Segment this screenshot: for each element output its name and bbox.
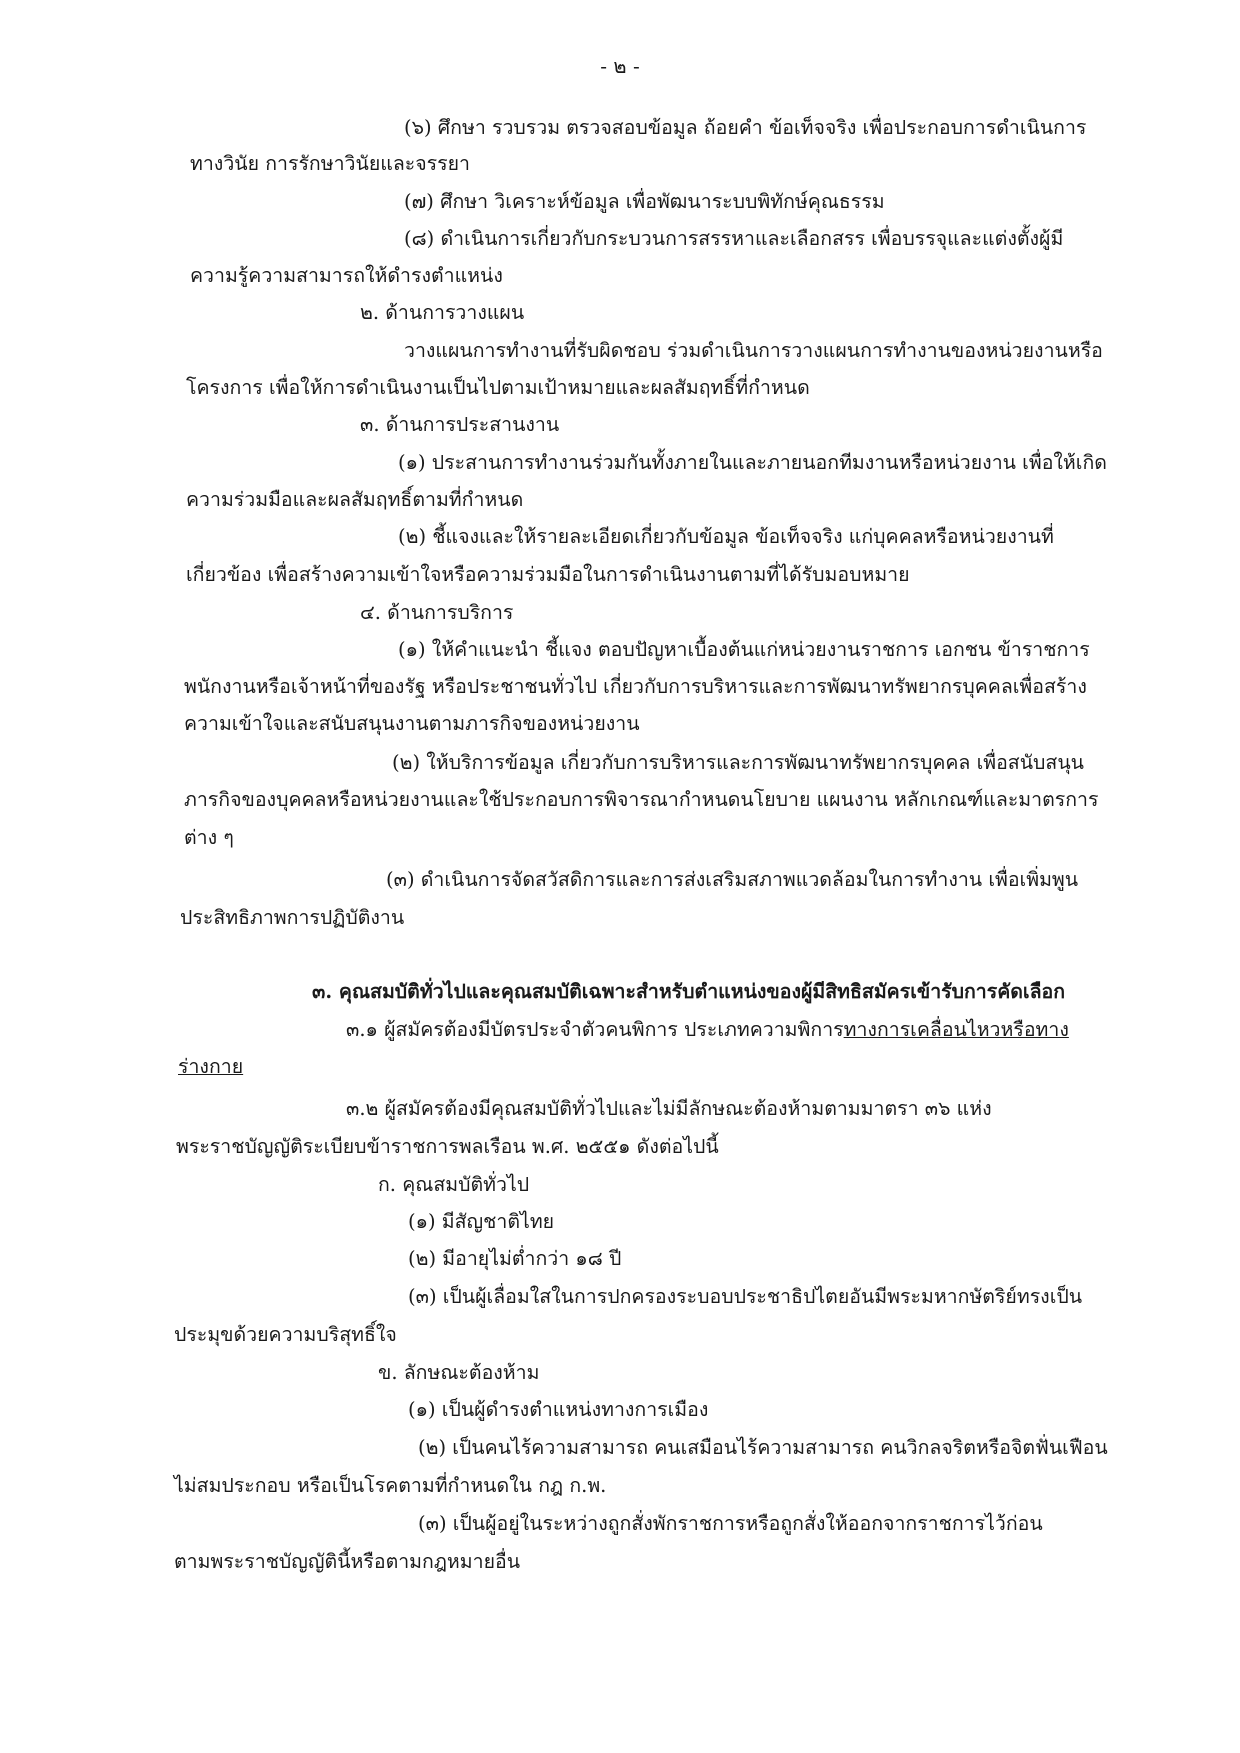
text-line-8-cont: ความรู้ความสามารถให้ดำรงตำแหน่ง bbox=[190, 264, 503, 287]
text-line-service-1: (๑) ให้คำแนะนำ ชี้แจง ตอบปัญหาเบื้องต้นแก่หน่วยงานราชการ เอกชน ข้าราชการ bbox=[398, 638, 1090, 661]
text-line-qual-3-cont: ประมุขด้วยความบริสุทธิ์ใจ bbox=[174, 1323, 397, 1346]
section-heading-coordination: ๓. ด้านการประสานงาน bbox=[360, 413, 560, 436]
text-line-service-2-cont2: ต่าง ๆ bbox=[184, 826, 234, 849]
text-line-coord-2: (๒) ชี้แจงและให้รายละเอียดเกี่ยวกับข้อมูล ข้อเท็จจริง แก่บุคคลหรือหน่วยงานที่ bbox=[398, 525, 1054, 548]
text-line-service-2: (๒) ให้บริการข้อมูล เกี่ยวกับการบริหารและการพัฒนาทรัพยากรบุคคล เพื่อสนับสนุน bbox=[392, 751, 1084, 774]
text-3-1-underlined: ทางการเคลื่อนไหวหรือทาง bbox=[843, 1018, 1069, 1041]
subheading-general-qualifications: ก. คุณสมบัติทั่วไป bbox=[378, 1173, 530, 1196]
text-line-qual-1: (๑) มีสัญชาติไทย bbox=[408, 1210, 555, 1233]
text-line-prohib-2-cont: ไม่สมประกอบ หรือเป็นโรคตามที่กำหนดใน กฎ ก.พ. bbox=[174, 1474, 607, 1497]
text-line-coord-1: (๑) ประสานการทำงานร่วมกันทั้งภายในและภายนอกทีมงานหรือหน่วยงาน เพื่อให้เกิด bbox=[398, 451, 1107, 474]
text-line-8-recruit: (๘) ดำเนินการเกี่ยวกับกระบวนการสรรหาและเลือกสรร เพื่อบรรจุและแต่งตั้งผู้มี bbox=[404, 227, 1064, 250]
text-line-7-analyze: (๗) ศึกษา วิเคราะห์ข้อมูล เพื่อพัฒนาระบบพิทักษ์คุณธรรม bbox=[404, 190, 885, 213]
section-heading-planning: ๒. ด้านการวางแผน bbox=[360, 301, 525, 324]
text-line-planning: วางแผนการทำงานที่รับผิดชอบ ร่วมดำเนินการวางแผนการทำงานของหน่วยงานหรือ bbox=[404, 339, 1103, 362]
section-heading-service: ๔. ด้านการบริการ bbox=[360, 601, 514, 624]
section-heading-qualifications: ๓. คุณสมบัติทั่วไปและคุณสมบัติเฉพาะสำหรับตำแหน่งของผู้มีสิทธิสมัครเข้ารับการคัดเลือก bbox=[312, 980, 1066, 1003]
text-line-prohib-1: (๑) เป็นผู้ดำรงตำแหน่งทางการเมือง bbox=[408, 1398, 709, 1421]
text-line-qual-3: (๓) เป็นผู้เลื่อมใสในการปกครองระบอบประชาธิปไตยอันมีพระมหากษัตริย์ทรงเป็น bbox=[408, 1285, 1083, 1308]
text-line-prohib-3-cont: ตามพระราชบัญญัตินี้หรือตามกฎหมายอื่น bbox=[174, 1550, 521, 1573]
text-line-planning-cont: โครงการ เพื่อให้การดำเนินงานเป็นไปตามเป้าหมายและผลสัมฤทธิ์ที่กำหนด bbox=[186, 376, 810, 399]
text-line-6-cont: ทางวินัย การรักษาวินัยและจรรยา bbox=[190, 152, 470, 175]
text-3-1-main: ๓.๑ ผู้สมัครต้องมีบัตรประจำตัวคนพิการ ประเภทความพิการ bbox=[346, 1018, 844, 1041]
text-line-3-1 bbox=[346, 1018, 1069, 1041]
text-line-qual-2: (๒) มีอายุไม่ต่ำกว่า ๑๘ ปี bbox=[408, 1247, 622, 1270]
text-line-service-2-cont: ภารกิจของบุคคลหรือหน่วยงานและใช้ประกอบการพิจารณากำหนดนโยบาย แผนงาน หลักเกณฑ์และมาตรการ bbox=[184, 788, 1099, 811]
text-line-prohib-3: (๓) เป็นผู้อยู่ในระหว่างถูกสั่งพักราชการหรือถูกสั่งให้ออกจากราชการไว้ก่อน bbox=[418, 1512, 1043, 1535]
text-line-coord-2-cont: เกี่ยวข้อง เพื่อสร้างความเข้าใจหรือความร่วมมือในการดำเนินงานตามที่ได้รับมอบหมาย bbox=[186, 563, 910, 586]
text-line-6-study: (๖) ศึกษา รวบรวม ตรวจสอบข้อมูล ถ้อยคำ ข้อเท็จจริง เพื่อประกอบการดำเนินการ bbox=[404, 116, 1087, 139]
text-line-service-3-cont: ประสิทธิภาพการปฏิบัติงาน bbox=[180, 906, 405, 929]
text-line-coord-1-cont: ความร่วมมือและผลสัมฤทธิ์ตามที่กำหนด bbox=[186, 488, 524, 511]
text-line-service-1-cont: พนักงานหรือเจ้าหน้าที่ของรัฐ หรือประชาชนทั่วไป เกี่ยวกับการบริหารและการพัฒนาทรัพยากรบุคคลเพื่อสร้าง bbox=[184, 675, 1087, 698]
text-line-3-2: ๓.๒ ผู้สมัครต้องมีคุณสมบัติทั่วไปและไม่มีลักษณะต้องห้ามตามมาตรา ๓๖ แห่ง bbox=[346, 1097, 992, 1120]
text-line-prohib-2: (๒) เป็นคนไร้ความสามารถ คนเสมือนไร้ความสามารถ คนวิกลจริตหรือจิตฟั่นเฟือน bbox=[418, 1436, 1108, 1459]
text-line-3-1-cont: ร่างกาย bbox=[178, 1055, 244, 1078]
page-number: - ๒ - bbox=[600, 54, 640, 78]
subheading-prohibited-characteristics: ข. ลักษณะต้องห้าม bbox=[378, 1361, 540, 1384]
text-line-service-3: (๓) ดำเนินการจัดสวัสดิการและการส่งเสริมสภาพแวดล้อมในการทำงาน เพื่อเพิ่มพูน bbox=[386, 868, 1079, 891]
text-line-service-1-cont2: ความเข้าใจและสนับสนุนงานตามภารกิจของหน่วยงาน bbox=[184, 712, 640, 735]
text-line-3-2-cont: พระราชบัญญัติระเบียบข้าราชการพลเรือน พ.ศ. ๒๕๕๑ ดังต่อไปนี้ bbox=[176, 1135, 719, 1158]
